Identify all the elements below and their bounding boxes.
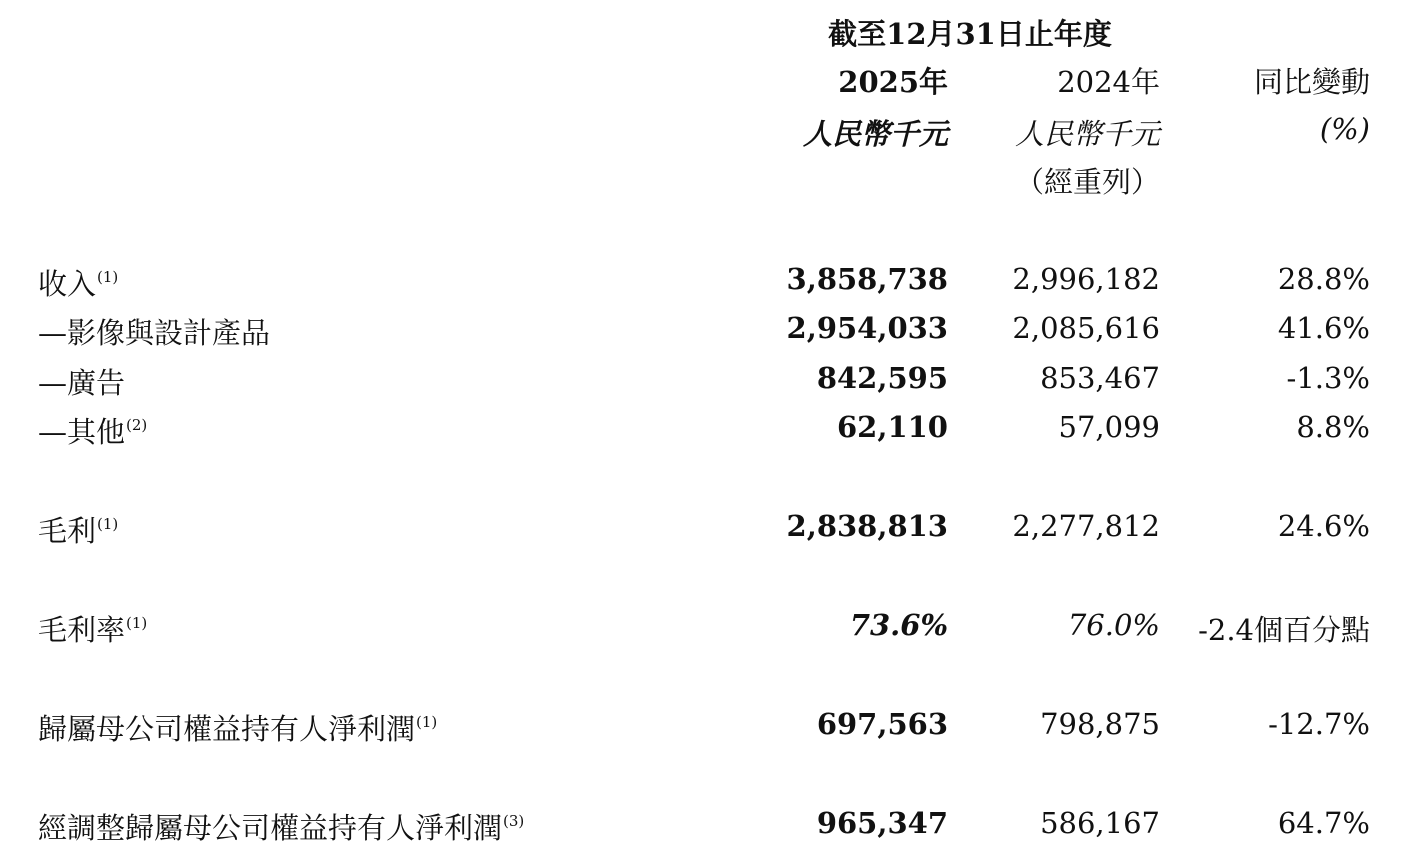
footnote-ref: (3) (503, 812, 525, 830)
footnote-ref: (1) (126, 614, 148, 632)
value-2025: 965,347 (816, 806, 948, 840)
value-change: 28.8% (1277, 262, 1370, 296)
value-change: 24.6% (1277, 509, 1370, 543)
value-change: 64.7% (1277, 806, 1370, 840)
unit-change: (%) (1319, 112, 1370, 146)
value-2025: 697,563 (816, 707, 948, 741)
row-label: —影像與設計產品 (38, 316, 271, 350)
row-label: 收入$^{(1)}$ (38, 267, 119, 301)
value-2024: 2,996,182 (1012, 262, 1160, 296)
value-2024: 76.0% (1067, 608, 1160, 642)
value-2025: 73.6% (849, 608, 948, 642)
row-label: 經調整歸屬母公司權益持有人淨利潤$^{(3)}$ (38, 811, 525, 845)
column-header-change: 同比變動 (1253, 65, 1370, 99)
row-label: 毛利$^{(1)}$ (38, 514, 119, 548)
value-change: -12.7% (1268, 707, 1370, 741)
value-2024: 798,875 (1040, 707, 1160, 741)
value-2025: 62,110 (837, 410, 948, 444)
value-2024: 853,467 (1040, 361, 1160, 395)
value-2024: 2,085,616 (1012, 311, 1160, 345)
footnote-ref: (1) (97, 268, 119, 286)
value-2025: 2,838,813 (786, 509, 948, 543)
value-change: 41.6% (1277, 311, 1370, 345)
row-label: —其他$^{(2)}$ (38, 415, 148, 449)
value-change: -2.4個百分點 (1198, 613, 1370, 647)
row-label: —廣告 (38, 366, 126, 400)
value-2025: 842,595 (816, 361, 948, 395)
restated-note: （經重列） (1014, 165, 1160, 199)
column-header-2024: 2024年 (1057, 65, 1160, 99)
value-2025: 2,954,033 (786, 311, 948, 345)
unit-2024: 人民幣千元 (1014, 117, 1160, 151)
footnote-ref: (1) (97, 515, 119, 533)
value-2024: 57,099 (1058, 410, 1160, 444)
unit-2025: 人民幣千元 (802, 117, 948, 151)
row-label: 歸屬母公司權益持有人淨利潤$^{(1)}$ (38, 712, 438, 746)
column-header-2025: 2025年 (838, 65, 948, 99)
footnote-ref: (2) (126, 416, 148, 434)
value-change: 8.8% (1296, 410, 1370, 444)
value-change: -1.3% (1286, 361, 1370, 395)
value-2025: 3,858,738 (786, 262, 948, 296)
value-2024: 586,167 (1040, 806, 1160, 840)
footnote-ref: (1) (416, 713, 438, 731)
value-2024: 2,277,812 (1012, 509, 1160, 543)
row-label: 毛利率$^{(1)}$ (38, 613, 148, 647)
period-header: 截至12月31日止年度 (828, 17, 1112, 51)
